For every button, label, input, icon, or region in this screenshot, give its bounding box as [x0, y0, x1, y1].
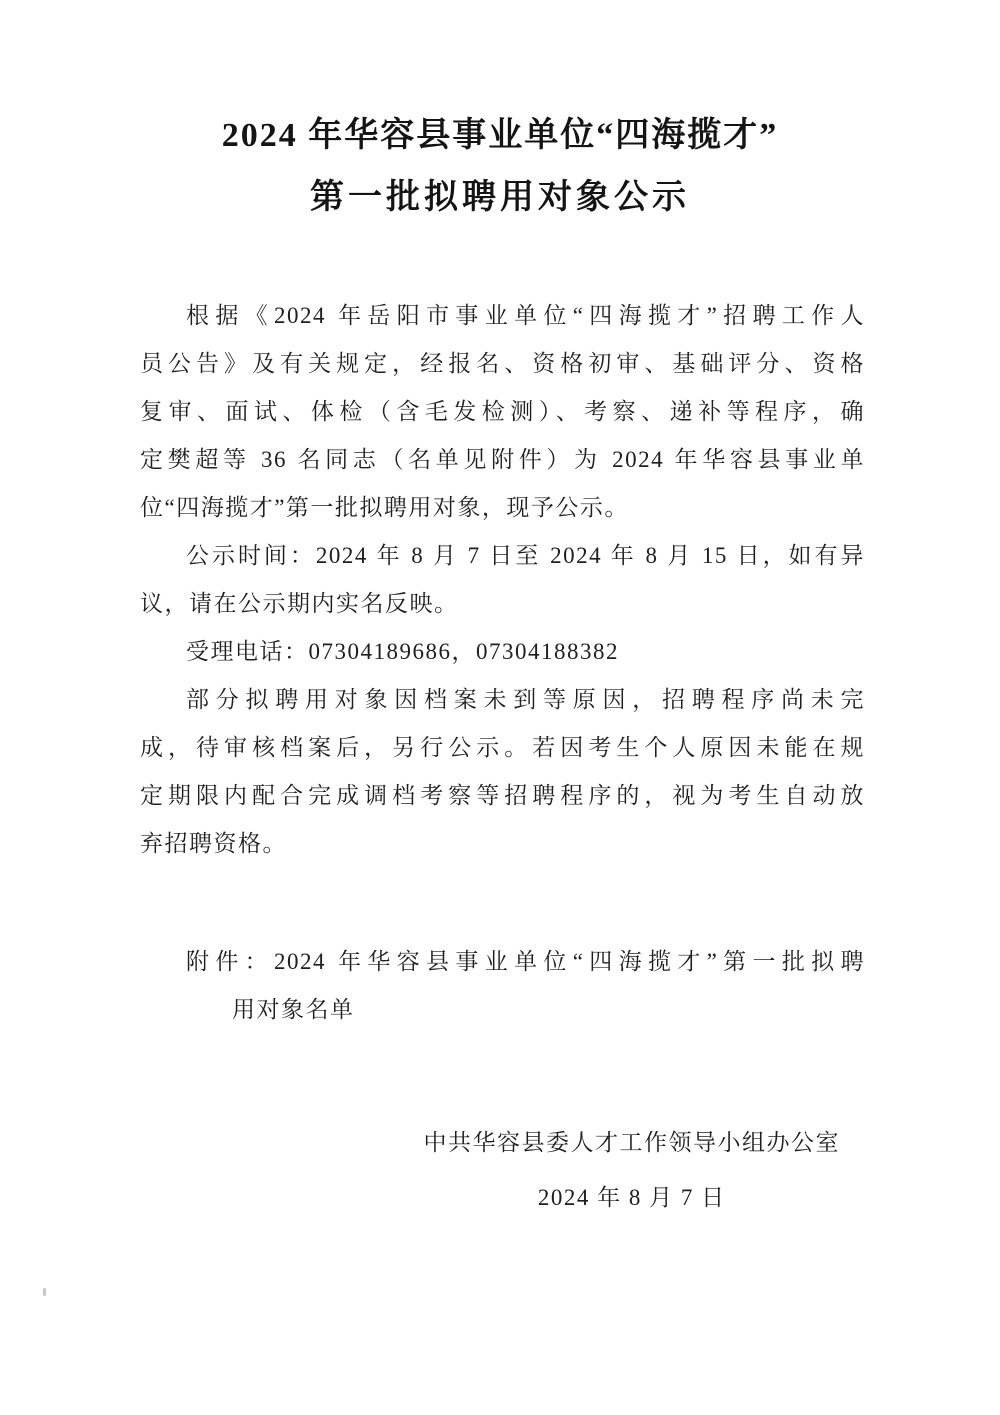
- attachment-line: 附件：2024 年华容县事业单位“四海揽才”第一批拟聘: [186, 949, 865, 974]
- paragraph-line: 定樊超等 36 名同志（名单见附件）为 2024 年华容县事业单: [140, 447, 865, 472]
- document-body: [140, 292, 865, 1034]
- paragraph-pending-cases: [140, 676, 865, 868]
- paragraph-line: 定期限内配合完成调档考察等招聘程序的，视为考生自动放: [140, 783, 865, 808]
- paragraph-line: 弃招聘资格。: [140, 831, 287, 856]
- paragraph-contact-phones: [140, 628, 865, 676]
- document-title-line-1: 2024 年华容县事业单位“四海揽才”: [221, 117, 779, 154]
- paragraph-line: 成，待审核档案后，另行公示。若因考生个人原因未能在规: [140, 735, 865, 760]
- signature-office-name: 中共华容县委人才工作领导小组办公室: [423, 1130, 840, 1155]
- paragraph-line: 员公告》及有关规定，经报名、资格初审、基础评分、资格: [140, 351, 865, 376]
- signature-date: 2024 年 8 月 7 日: [537, 1185, 726, 1210]
- document-title: [0, 0, 1000, 222]
- paragraph-publicity-period: [140, 532, 865, 628]
- paragraph-line: 位“四海揽才”第一批拟聘用对象，现予公示。: [140, 495, 629, 520]
- paragraph-line: 复审、面试、体检（含毛发检测）、考察、递补等程序，确: [140, 399, 865, 424]
- scan-artifact: [43, 1288, 46, 1296]
- paragraph-line: 根据《2024 年岳阳市事业单位“四海揽才”招聘工作人: [186, 303, 865, 328]
- paragraph-line: 议，请在公示期内实名反映。: [140, 591, 459, 616]
- paragraph-line: 部分拟聘用对象因档案未到等原因，招聘程序尚未完: [186, 687, 865, 712]
- paragraph-line: 公示时间：2024 年 8 月 7 日至 2024 年 8 月 15 日，如有异: [186, 543, 865, 568]
- paragraph-recruitment-basis: [140, 292, 865, 532]
- document-title-line-2: 第一批拟聘用对象公示: [310, 179, 690, 216]
- signature-block: [0, 1118, 840, 1222]
- attachment-reference: [140, 938, 865, 1034]
- attachment-line: 用对象名单: [232, 997, 355, 1022]
- paragraph-line: 受理电话：07304189686，07304188382: [186, 639, 619, 664]
